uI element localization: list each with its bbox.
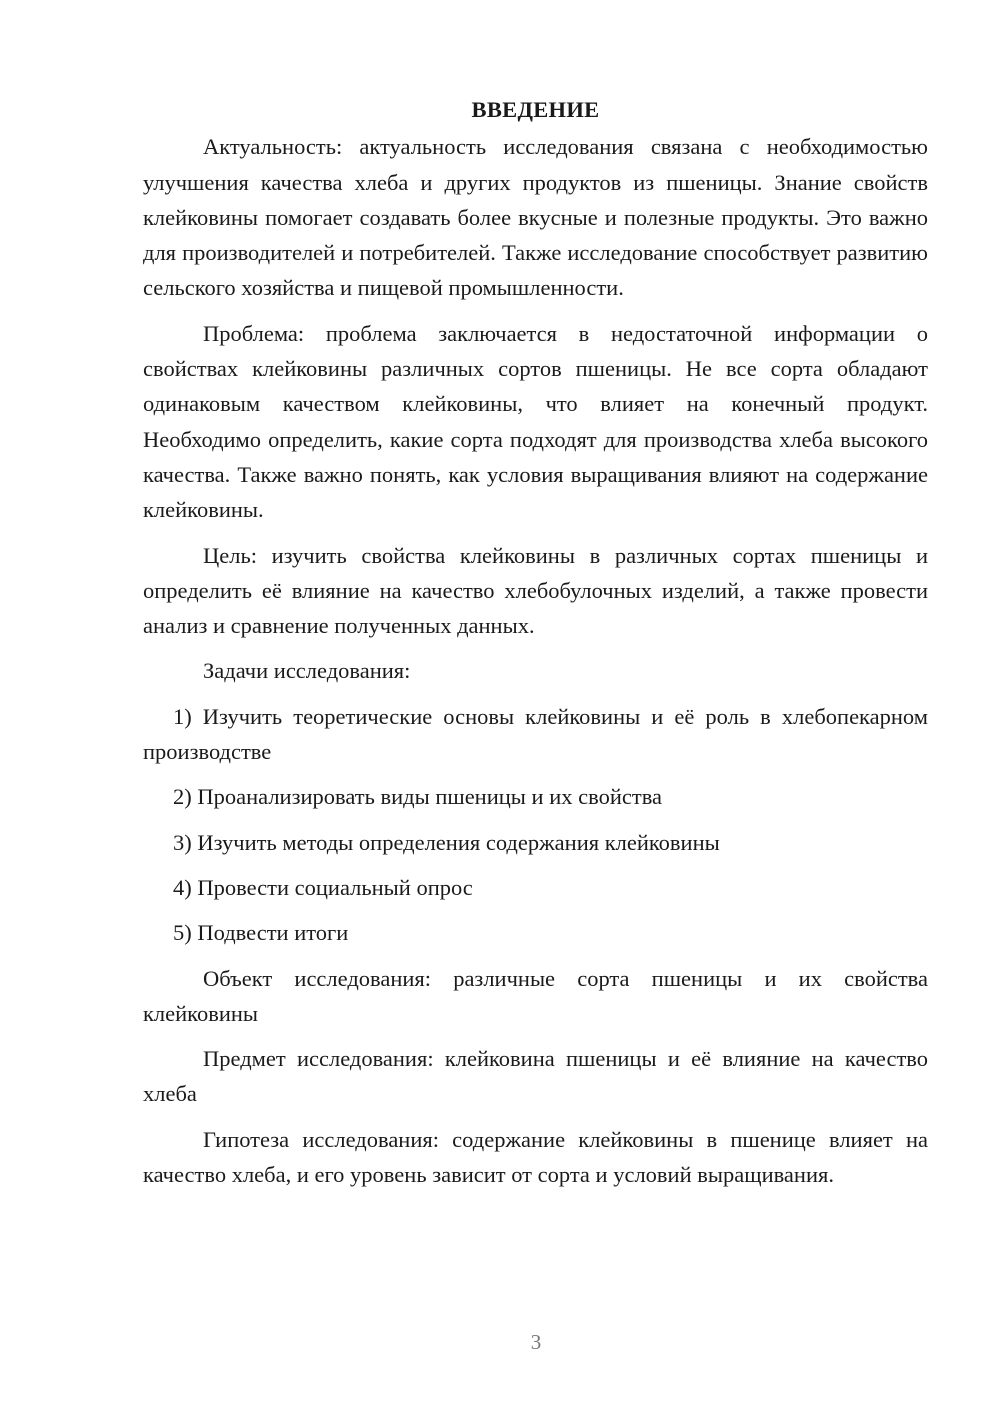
task-item: 4) Провести социальный опрос <box>173 874 473 900</box>
hypothesis-paragraph: Гипотеза исследования: содержание клейковины в пшенице влияет на качество хлеба, и его уровень зависит от сорта и условий выращивания. <box>143 1126 928 1188</box>
task-item: 5) Подвести итоги <box>173 920 349 946</box>
subject-paragraph: Предмет исследования: клейковина пшеницы и её влияние на качество хлеба <box>143 1046 928 1107</box>
task-item: 2) Проанализировать виды пшеницы и их свойства <box>173 784 663 810</box>
problem-paragraph: Проблема: проблема заключается в недостаточной информации о свойствах клейковины различных сортов пшеницы. Не все сорта обладают одинаковым качеством клейковины, что влияет на конечный продукт. Необходимо определить, какие сорта подходят для производства хлеба высокого качества. Также важно понять, как условия выращивания влияют на содержание клейковины. <box>143 320 928 523</box>
page-number: 3 <box>530 1330 542 1354</box>
relevance-paragraph: Актуальность: актуальность исследования связана с необходимостью улучшения качества хлеба и других продуктов из пшеницы. Знание свойств клейковины помогает создавать более вкусные и полезные продукты. Это важно для производителей и потребителей. Также исследование способствует развитию сельского хозяйства и пищевой промышленности. <box>143 134 928 301</box>
object-paragraph: Объект исследования: различные сорта пшеницы и их свойства клейковины <box>143 965 928 1026</box>
page-title: ВВЕДЕНИЕ <box>471 97 600 122</box>
task-item: 3) Изучить методы определения содержания клейковины <box>173 829 720 855</box>
document-page <box>143 92 928 1202</box>
tasks-list <box>143 699 928 951</box>
goal-paragraph: Цель: изучить свойства клейковины в различных сортах пшеницы и определить её влияние на качество хлебобулочных изделий, а также провести анализ и сравнение полученных данных. <box>143 542 928 639</box>
tasks-title: Задачи исследования: <box>203 658 411 684</box>
task-item: 1) Изучить теоретические основы клейковины и её роль в хлебопекарном производстве <box>143 703 928 765</box>
